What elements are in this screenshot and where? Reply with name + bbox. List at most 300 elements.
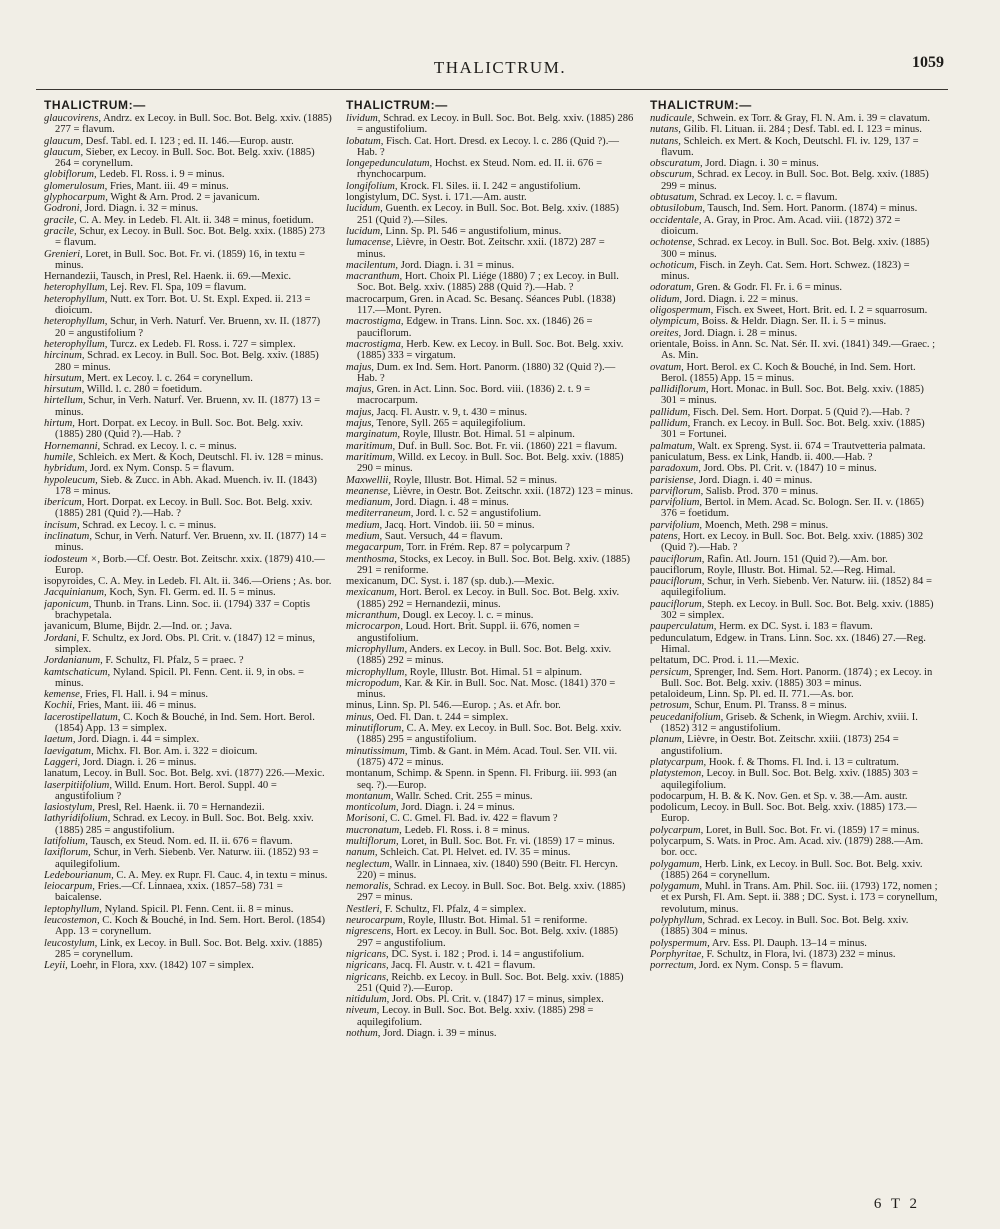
entry-name: glaucum, — [44, 135, 84, 147]
entry-name: leucostylum, — [44, 937, 98, 949]
entry-text: Presl, Rel. Haenk. ii. 70 = Hernandezii. — [97, 802, 265, 814]
index-entry — [650, 565, 938, 576]
entry-text: longistylum, DC. Syst. i. 171.—Am. austr. — [346, 192, 527, 204]
entry-name: hirtellum, — [44, 395, 86, 407]
index-entry — [650, 124, 938, 135]
entry-text: C. A. Mey. in Ledeb. Fl. Alt. ii. 348 = minus, foetidum. — [79, 214, 314, 226]
entry-text: Jord. Diagn. i. 32 = minus. — [84, 203, 199, 215]
entry-text: C. Koch & Bouché, in Ind. Sem. Hort. Berol. (1854) App. 13 = simplex. — [55, 711, 315, 735]
entry-text: Jord. ex Nym. Consp. 5 = flavum. — [699, 960, 844, 972]
entry-name: laevigatum, — [44, 745, 94, 757]
entry-text: Jacq. Fl. Austr. v. 9, t. 430 = minus. — [376, 406, 527, 418]
entry-text: Willd. Enum. Hort. Berol. Suppl. 40 = angustifolium ? — [55, 779, 277, 802]
entry-text: Jord. Diagn. i. 26 = minus. — [82, 756, 197, 768]
index-entry — [650, 734, 938, 757]
entry-name: Maxwellii, — [346, 474, 392, 486]
index-entry — [44, 633, 332, 656]
index-entry — [346, 972, 634, 995]
entry-text: Salisb. Prod. 370 = minus. — [705, 485, 819, 497]
index-entry — [44, 339, 332, 350]
entry-name: multiflorum, — [346, 836, 399, 847]
index-entry — [346, 203, 634, 226]
entry-name: Jordani, — [44, 632, 80, 644]
entry-text: Loret, in Bull. Soc. Bot. Fr. vi. (1859) 17 = minus. — [401, 836, 615, 847]
index-entry — [650, 700, 938, 711]
entry-text: Willd. l. c. 280 = foetidum. — [86, 384, 203, 396]
entry-text: Dum. ex Ind. Sem. Hort. Panorm. (1880) 32 (Quid ?).—Hab. ? — [357, 361, 616, 384]
entry-name: glyphocarpum, — [44, 192, 108, 204]
entry-name: nigrescens, — [346, 926, 394, 938]
entry-name: macranthum, — [346, 271, 403, 283]
index-entry — [44, 282, 332, 293]
entry-text: Royle, Illustr. Bot. Himal. 51 = alpinum. — [409, 666, 582, 678]
index-entry — [346, 587, 634, 610]
entry-name: olidum, — [650, 293, 683, 305]
index-entry — [346, 678, 634, 701]
index-entry — [346, 441, 634, 452]
index-entry — [44, 700, 332, 711]
index-entry — [346, 836, 634, 847]
entry-text: Jord. ex Nym. Consp. 5 = flavum. — [89, 463, 235, 475]
entry-name: lathyridifolium, — [44, 813, 111, 825]
index-entry — [650, 237, 938, 260]
entry-text: Borb.—Cf. Oestr. Bot. Zeitschr. xxix. (1879) 410.—Europ. — [55, 553, 325, 576]
entry-name: pallidum, — [650, 418, 691, 430]
entry-name: nigricans, — [346, 971, 389, 983]
entry-text: minus, Linn. Sp. Pl. 546.—Europ. ; As. et Afr. bor. — [346, 700, 561, 712]
entry-name: Leyii, — [44, 960, 68, 972]
index-entry — [650, 621, 938, 632]
column-1 — [44, 98, 332, 1198]
entry-text: F. Schultz, Fl. Pfalz, 5 = praec. ? — [105, 655, 244, 667]
entry-name: olympicum, — [650, 316, 700, 328]
index-entry — [650, 531, 938, 554]
index-entry — [650, 475, 938, 486]
index-entry — [44, 475, 332, 498]
index-entry — [44, 203, 332, 214]
page-title: THALICTRUM. — [433, 58, 567, 77]
index-entry — [346, 802, 634, 813]
entry-name: leiocarpum, — [44, 881, 95, 893]
entry-text: Royle, Illustr. Bot. Himal. 51 = reniforme. — [408, 915, 588, 927]
entry-name: laserpitiifolium, — [44, 779, 112, 791]
entry-name: lucidum, — [346, 225, 383, 237]
entry-name: nothum, — [346, 1028, 381, 1040]
index-entry — [346, 486, 634, 497]
index-entry — [346, 452, 634, 475]
entry-text: javanicum, Blume, Bijdr. 2.—Ind. or. ; Java. — [44, 621, 233, 633]
entry-name: majus, — [346, 384, 374, 396]
entry-text: Loehr, in Flora, xxv. (1842) 107 = simplex. — [70, 960, 254, 972]
index-entry — [346, 339, 634, 362]
index-entry — [346, 1005, 634, 1028]
entry-text: Schleich. Cat. Pl. Helvet. ed. IV. 35 = minus. — [380, 847, 571, 859]
index-entry — [346, 316, 634, 339]
entry-text: C. Koch & Bouché, in Ind. Sem. Hort. Berol. (1854) App. 13 = corynellum. — [55, 915, 325, 938]
index-entry — [44, 712, 332, 735]
entry-text: Loret, in Bull. Soc. Bot. Fr. vi. (1859) 17 = minus. — [705, 824, 920, 836]
entry-name: minus, — [346, 711, 374, 723]
entry-name: ochoticum, — [650, 259, 697, 271]
page-number: 1059 — [912, 54, 944, 71]
index-entry — [650, 136, 938, 159]
entry-text: Jord. Diagn. i. 44 = simplex. — [78, 734, 200, 746]
entry-text: Sprenger, Ind. Sem. Hort. Panorm. (1874) ; ex Lecoy. in Bull. Soc. Bot. Belg. xxiv. (1885) 303 = minus. — [661, 666, 933, 689]
entry-name: heterophyllum, — [44, 316, 108, 328]
entry-text: Fisch. Cat. Hort. Dresd. ex Lecoy. l. c. 286 (Quid ?).—Hab. ? — [357, 135, 619, 158]
index-entry — [346, 497, 634, 508]
index-entry — [650, 192, 938, 203]
index-entry — [44, 667, 332, 690]
index-entry — [650, 452, 938, 463]
entry-name: microphyllum, — [346, 643, 408, 655]
index-entry — [44, 271, 332, 282]
index-entry — [44, 316, 332, 339]
entry-name: globiflorum, — [44, 169, 97, 181]
entry-text: Hort. Dorpat. ex Lecoy. in Bull. Soc. Bot. Belg. xxiv. (1885) 281 (Quid ?).—Hab. ? — [55, 497, 313, 520]
entry-text: Hort. Berol. ex Lecoy. in Bull. Soc. Bot. Belg. xxiv. (1885) 292 = Hernandezii, minus. — [357, 587, 620, 610]
index-entry — [44, 441, 332, 452]
entry-text: Schrad. ex Lecoy. in Bull. Soc. Bot. Belg. xxiv. (1885) 297 = minus. — [357, 881, 626, 904]
entry-text: Schrad. ex Lecoy. in Bull. Soc. Bot. Belg. xxiv. (1885) 304 = minus. — [661, 915, 909, 938]
entry-text: Royle, Illustr. Bot. Himal. 51 = alpinum. — [402, 429, 575, 441]
index-entry — [44, 587, 332, 598]
entry-name: Morisoni, — [346, 813, 388, 825]
entry-text: Hort. Choix Pl. Liége (1880) 7 ; ex Lecoy. in Bull. Soc. Bot. Belg. xxiv. (1885) 288 (Quid ?).—Hab. ? — [357, 271, 619, 294]
index-entry — [44, 192, 332, 203]
index-entry — [650, 282, 938, 293]
entry-text: paniculatum, Bess. ex Link, Handb. ii. 400.—Hab. ? — [650, 451, 873, 463]
entry-text: C. A. Mey. ex Lecoy. in Bull. Soc. Bot. Belg. xxiv. (1885) 295 = angustifolium. — [357, 723, 622, 746]
index-entry — [346, 667, 634, 678]
entry-text: Linn. Sp. Pl. 546 = angustifolium, minus. — [385, 225, 562, 237]
entry-text: Hochst. ex Steud. Nom. ed. II. ii. 676 = rhynchocarpum. — [357, 158, 603, 181]
index-entry — [44, 780, 332, 803]
entry-name: neglectum, — [346, 858, 393, 870]
entry-text: Anders. ex Lecoy. in Bull. Soc. Bot. Belg. xxiv. (1885) 292 = minus. — [357, 643, 612, 667]
entry-text: Lièvre, in Oestr. Bot. Zeitschr. xxiii. (1873) 254 = angustifolium. — [661, 734, 899, 757]
index-entry — [346, 271, 634, 294]
entry-text: Lecoy. in Bull. Soc. Bot. Belg. xxiv. (1885) 298 = aquilegifolium. — [357, 1005, 594, 1028]
entry-name: niveum, — [346, 1005, 380, 1017]
entry-text: Jord. Obs. Pl. Crit. v. (1847) 10 = minus. — [703, 463, 877, 475]
entry-text: Schur, in Verh. Siebenb. Ver. Naturw. iii. (1852) 93 = aquilegifolium. — [55, 847, 319, 870]
entry-name: heterophyllum, — [44, 282, 108, 294]
index-entry — [346, 542, 634, 553]
entry-name: medianum, — [346, 497, 393, 509]
index-entry — [44, 847, 332, 870]
header-rule — [36, 89, 948, 90]
entry-text: Schrad. ex Lecoy. in Bull. Soc. Bot. Belg. xxiv. (1885) 299 = minus. — [661, 169, 929, 192]
index-entry — [44, 938, 332, 961]
entry-name: nitidulum, — [346, 994, 390, 1006]
entry-name: majus, — [346, 418, 374, 430]
index-entry — [650, 859, 938, 882]
entry-name: meanense, — [346, 485, 391, 497]
entry-name: obtusilobum, — [650, 203, 706, 215]
entry-text: petaloideum, Linn. Sp. Pl. ed. II. 771.—As. bor. — [650, 689, 854, 701]
entry-name: macilentum, — [346, 259, 399, 271]
index-entry — [346, 237, 634, 260]
index-entry — [650, 497, 938, 520]
index-entry — [650, 305, 938, 316]
entry-text: Sieber, ex Lecoy. in Bull. Soc. Bot. Belg. xxiv. (1885) 264 = corynellum. — [55, 146, 315, 170]
entry-name: nanum, — [346, 847, 378, 859]
entry-text: C. A. Mey. ex Rupr. Fl. Cauc. 4, in textu = minus. — [116, 869, 328, 881]
index-entry — [346, 960, 634, 971]
index-entry — [44, 836, 332, 847]
entry-text: Wallr. Sched. Crit. 255 = minus. — [395, 790, 533, 802]
entry-text: A. Gray, in Proc. Am. Acad. viii. (1872) 372 = dioicum. — [661, 214, 901, 237]
entry-name: minutissimum, — [346, 745, 408, 757]
entry-name: monticolum, — [346, 802, 399, 814]
entry-name: lividum, — [346, 113, 381, 124]
entry-text: Schur, Enum. Pl. Transs. 8 = minus. — [694, 700, 847, 712]
entry-text: C. C. Gmel. Fl. Bad. iv. 422 = flavum ? — [390, 813, 558, 825]
index-entry — [44, 904, 332, 915]
index-entry — [44, 621, 332, 632]
index-entry — [44, 384, 332, 395]
entry-name: lacerostipellatum, — [44, 711, 121, 723]
entry-name: nutans, — [650, 124, 681, 136]
index-entry — [346, 226, 634, 237]
index-entry — [44, 147, 332, 170]
index-entry — [346, 881, 634, 904]
entry-text: Ledeb. Fl. Ross. i. 9 = minus. — [99, 169, 225, 181]
index-entry — [44, 181, 332, 192]
entry-text: F. Schultz, in Flora, lvi. (1873) 232 = minus. — [706, 948, 896, 960]
index-entry — [346, 791, 634, 802]
entry-text: Tausch, Ind. Sem. Hort. Panorm. (1874) = minus. — [707, 203, 918, 215]
entry-name: Hornemanni, — [44, 440, 101, 452]
index-entry — [650, 576, 938, 599]
entry-name: patens, — [650, 530, 681, 542]
entry-name: petrosum, — [650, 700, 692, 712]
entry-text: Nutt. ex Torr. Bot. U. St. Expl. Exped. ii. 213 = dioicum. — [55, 293, 311, 317]
entry-name: leptophyllum, — [44, 903, 102, 915]
entry-text: Franch. ex Lecoy. in Bull. Soc. Bot. Belg. xxiv. (1885) 301 = Fortunei. — [661, 418, 925, 441]
entry-name: glaucum, — [44, 146, 84, 158]
entry-text: Jord. Diagn. i. 24 = minus. — [401, 802, 515, 814]
entry-name: iodosteum ×, — [44, 553, 100, 565]
entry-text: Lièvre, in Oestr. Bot. Zeitschr. xxii. (1872) 123 = minus. — [393, 485, 633, 497]
index-entry — [44, 373, 332, 384]
index-entry — [346, 700, 634, 711]
entry-name: platycarpum, — [650, 756, 707, 768]
index-entry — [650, 384, 938, 407]
index-entry — [44, 554, 332, 577]
index-entry — [346, 859, 634, 882]
entry-name: lobatum, — [346, 135, 384, 147]
column-heading: THALICTRUM:— — [44, 98, 146, 112]
index-entry — [650, 599, 938, 622]
entry-text: Bertol. in Mem. Acad. Sc. Bologn. Ser. II. v. (1865) 376 = foetidum. — [661, 497, 924, 520]
index-entry — [44, 689, 332, 700]
entry-name: minutiflorum, — [346, 723, 404, 735]
index-entry — [346, 712, 634, 723]
index-entry — [346, 384, 634, 407]
index-entry — [650, 655, 938, 666]
index-entry — [346, 723, 634, 746]
entry-name: pallidum, — [650, 406, 691, 418]
entry-text: Thunb. in Trans. Linn. Soc. ii. (1794) 337 = Coptis brachypetala. — [55, 598, 310, 622]
index-entry — [650, 203, 938, 214]
index-entry — [44, 418, 332, 441]
entry-text: Timb. & Gant. in Mém. Acad. Toul. Ser. VII. vii. (1875) 472 = minus. — [357, 745, 618, 768]
entry-name: inclinatum, — [44, 530, 92, 542]
entry-name: mediterraneum, — [346, 508, 414, 520]
entry-name: palmatum, — [650, 440, 696, 452]
entry-name: neurocarpum, — [346, 915, 406, 927]
entry-name: platystemon, — [650, 768, 704, 780]
entry-text: Hort. Berol. ex C. Koch & Bouché, in Ind. Sem. Hort. Berol. (1855) App. 15 = minus. — [661, 361, 916, 384]
entry-name: laetum, — [44, 734, 76, 746]
index-entry — [650, 418, 938, 441]
index-entry — [650, 633, 938, 656]
index-entry — [650, 294, 938, 305]
entry-name: Godroni, — [44, 203, 83, 215]
entry-name: gracile, — [44, 225, 77, 237]
index-entry — [44, 802, 332, 813]
entry-name: paradoxum, — [650, 463, 701, 475]
entry-name: porrectum, — [650, 960, 697, 972]
index-entry — [650, 825, 938, 836]
index-entry — [650, 881, 938, 915]
entry-name: obscurum, — [650, 169, 695, 181]
entry-text: Hort. Dorpat. ex Lecoy. in Bull. Soc. Bot. Belg. xxiv. (1885) 280 (Quid ?).—Hab. ? — [55, 418, 304, 441]
entry-text: orientale, Boiss. in Ann. Sc. Nat. Sér. II. xvi. (1841) 349.—Graec. ; As. Min. — [650, 338, 936, 362]
index-entry — [650, 113, 938, 124]
entry-name: nigricans, — [346, 960, 389, 972]
entry-text: Schleich. ex Mert. & Koch, Deutschl. Fl. iv. 128 = minus. — [78, 451, 324, 463]
entry-name: oreites, — [650, 327, 682, 339]
entry-text: DC. Syst. i. 182 ; Prod. i. 14 = angustifolium. — [391, 948, 585, 960]
entry-text: Schur, in Verh. Siebenb. Ver. Naturw. iii. (1852) 84 = aquilegifolium. — [661, 576, 932, 599]
entry-name: Kochii, — [44, 700, 75, 712]
entry-name: humile, — [44, 451, 76, 463]
entry-name: gracile, — [44, 214, 77, 226]
index-entry — [650, 339, 938, 362]
entry-text: Arv. Ess. Pl. Dauph. 13–14 = minus. — [711, 937, 867, 949]
index-entry — [346, 825, 634, 836]
entry-text: Turcz. ex Ledeb. Fl. Ross. i. 727 = simplex. — [109, 338, 296, 350]
index-entry — [44, 136, 332, 147]
index-entry — [346, 1028, 634, 1039]
index-entry — [650, 757, 938, 768]
entry-name: ochotense, — [650, 237, 696, 249]
index-entry — [650, 791, 938, 802]
entry-text: Willd. ex Lecoy. in Bull. Soc. Bot. Belg. xxiv. (1885) 290 = minus. — [357, 451, 624, 475]
entry-name: nigricans, — [346, 948, 389, 960]
entry-name: glomerulosum, — [44, 180, 108, 192]
entry-text: Jord. Diagn. i. 22 = minus. — [684, 293, 799, 305]
entry-text: pedunculatum, Edgew. in Trans. Linn. Soc. xx. (1846) 27.—Reg. Himal. — [650, 632, 926, 655]
index-entry — [346, 136, 634, 159]
entry-name: microphyllum, — [346, 666, 408, 678]
entry-text: Fisch. Del. Sem. Hort. Dorpat. 5 (Quid ?).—Hab. ? — [692, 406, 910, 418]
entry-text: Nyland. Spicil. Pl. Fenn. Cent. ii. 9, in obs. = minus. — [55, 666, 304, 689]
index-entry — [44, 395, 332, 418]
entry-name: mexicanum, — [346, 587, 397, 599]
index-entry — [650, 463, 938, 474]
entry-name: incisum, — [44, 519, 80, 531]
entry-name: hircinum, — [44, 350, 85, 362]
entry-name: kamtschaticum, — [44, 666, 111, 678]
entry-text: Schrad. ex Lecoy. in Bull. Soc. Bot. Belg. xxiv. (1885) 280 = minus. — [55, 350, 319, 373]
index-entry — [346, 520, 634, 531]
index-entry — [44, 463, 332, 474]
entry-name: persicum, — [650, 666, 692, 678]
entry-text: Moench, Meth. 298 = minus. — [704, 519, 829, 531]
index-entry — [44, 757, 332, 768]
entry-text: Saut. Versuch, 44 = flavum. — [384, 530, 503, 542]
index-entry — [346, 926, 634, 949]
entry-text: Link, ex Lecoy. in Bull. Soc. Bot. Belg. xxiv. (1885) 285 = corynellum. — [55, 937, 323, 960]
index-entry — [650, 362, 938, 385]
entry-text: Jord. Diagn. i. 39 = minus. — [383, 1028, 497, 1040]
entry-text: Gilib. Fl. Lituan. ii. 284 ; Desf. Tabl. ed. I. 123 = minus. — [683, 124, 922, 136]
entry-text: Herm. ex DC. Syst. i. 183 = flavum. — [719, 621, 873, 633]
entry-text: Lecoy. in Bull. Soc. Bot. Belg. xxiv. (1885) 303 = aquilegifolium. — [661, 768, 918, 791]
index-entry — [346, 904, 634, 915]
entry-text: lanatum, Lecoy. in Bull. Soc. Bot. Belg. xvi. (1877) 226.—Mexic. — [44, 768, 325, 780]
index-entry — [44, 497, 332, 520]
entry-name: Laggeri, — [44, 756, 81, 768]
entry-text: Jord. Diagn. i. 28 = minus. — [683, 327, 798, 339]
entry-name: lucidum, — [346, 203, 383, 215]
index-entry — [346, 418, 634, 429]
entry-text: Loret, in Bull. Soc. Bot. Fr. vi. (1859) 16, in textu = minus. — [55, 248, 306, 271]
index-entry — [650, 215, 938, 238]
entry-name: hirtum, — [44, 418, 75, 430]
index-entry — [650, 667, 938, 690]
entry-text: Royle, Illustr. Bot. Himal. 52 = minus. — [393, 474, 558, 486]
entry-text: Schrad. ex Lecoy. l. c. = minus. — [102, 440, 237, 452]
entry-text: Fisch. in Zeyh. Cat. Sem. Hort. Schwez. (1823) = minus. — [661, 259, 910, 283]
index-entry — [650, 836, 938, 859]
entry-text: Schur, in Verh. Naturf. Ver. Bruenn, xv. II. (1877) 14 = minus. — [55, 530, 327, 554]
entry-name: lasiostylum, — [44, 802, 95, 814]
index-entry — [346, 610, 634, 621]
entry-text: F. Schultz, ex Jord. Obs. Pl. Crit. v. (1847) 12 = minus, simplex. — [55, 632, 315, 655]
entry-text: Krock. Fl. Siles. ii. I. 242 = angustifolium. — [400, 180, 581, 192]
index-entry — [346, 362, 634, 385]
entry-name: ovatum, — [650, 361, 684, 373]
index-entry — [44, 452, 332, 463]
entry-text: Jacq. Fl. Austr. v. t. 421 = flavum. — [391, 960, 536, 972]
index-entry — [650, 407, 938, 418]
entry-text: isopyroides, C. A. Mey. in Ledeb. Fl. Alt. ii. 346.—Oriens ; As. bor. — [44, 576, 332, 588]
entry-text: Loud. Hort. Brit. Suppl. ii. 676, nomen = angustifolium. — [357, 621, 580, 644]
entry-name: Grenieri, — [44, 248, 83, 260]
entry-text: Edgew. in Trans. Linn. Soc. xx. (1846) 26 = pauciflorum. — [357, 316, 593, 339]
entry-name: majus, — [346, 406, 374, 418]
entry-text: Fisch. ex Sweet, Hort. Brit. ed. I. 2 = squarrosum. — [715, 305, 928, 317]
entry-name: medium, — [346, 530, 383, 542]
index-entry — [44, 531, 332, 554]
index-entry — [346, 181, 634, 192]
entry-name: pauciflorum, — [650, 598, 705, 610]
entry-text: Walt. ex Spreng. Syst. ii. 674 = Trautvetteria palmata. — [697, 440, 926, 452]
index-entry — [346, 158, 634, 181]
entry-text: montanum, Schimp. & Spenn. in Spenn. Fl. Friburg. iii. 993 (an seq. ?).—Europ. — [346, 768, 617, 791]
column-heading: THALICTRUM:— — [650, 98, 752, 112]
entry-name: maritimum, — [346, 440, 396, 452]
entry-text: Jord. Diagn. i. 48 = minus. — [395, 497, 509, 509]
entry-text: Steph. ex Lecoy. in Bull. Soc. Bot. Belg. xxiv. (1885) 302 = simplex. — [661, 598, 934, 622]
entry-text: Andrz. ex Lecoy. in Bull. Soc. Bot. Belg. xxiv. (1885) 277 = flavum. — [55, 113, 332, 136]
index-entry — [346, 813, 634, 824]
